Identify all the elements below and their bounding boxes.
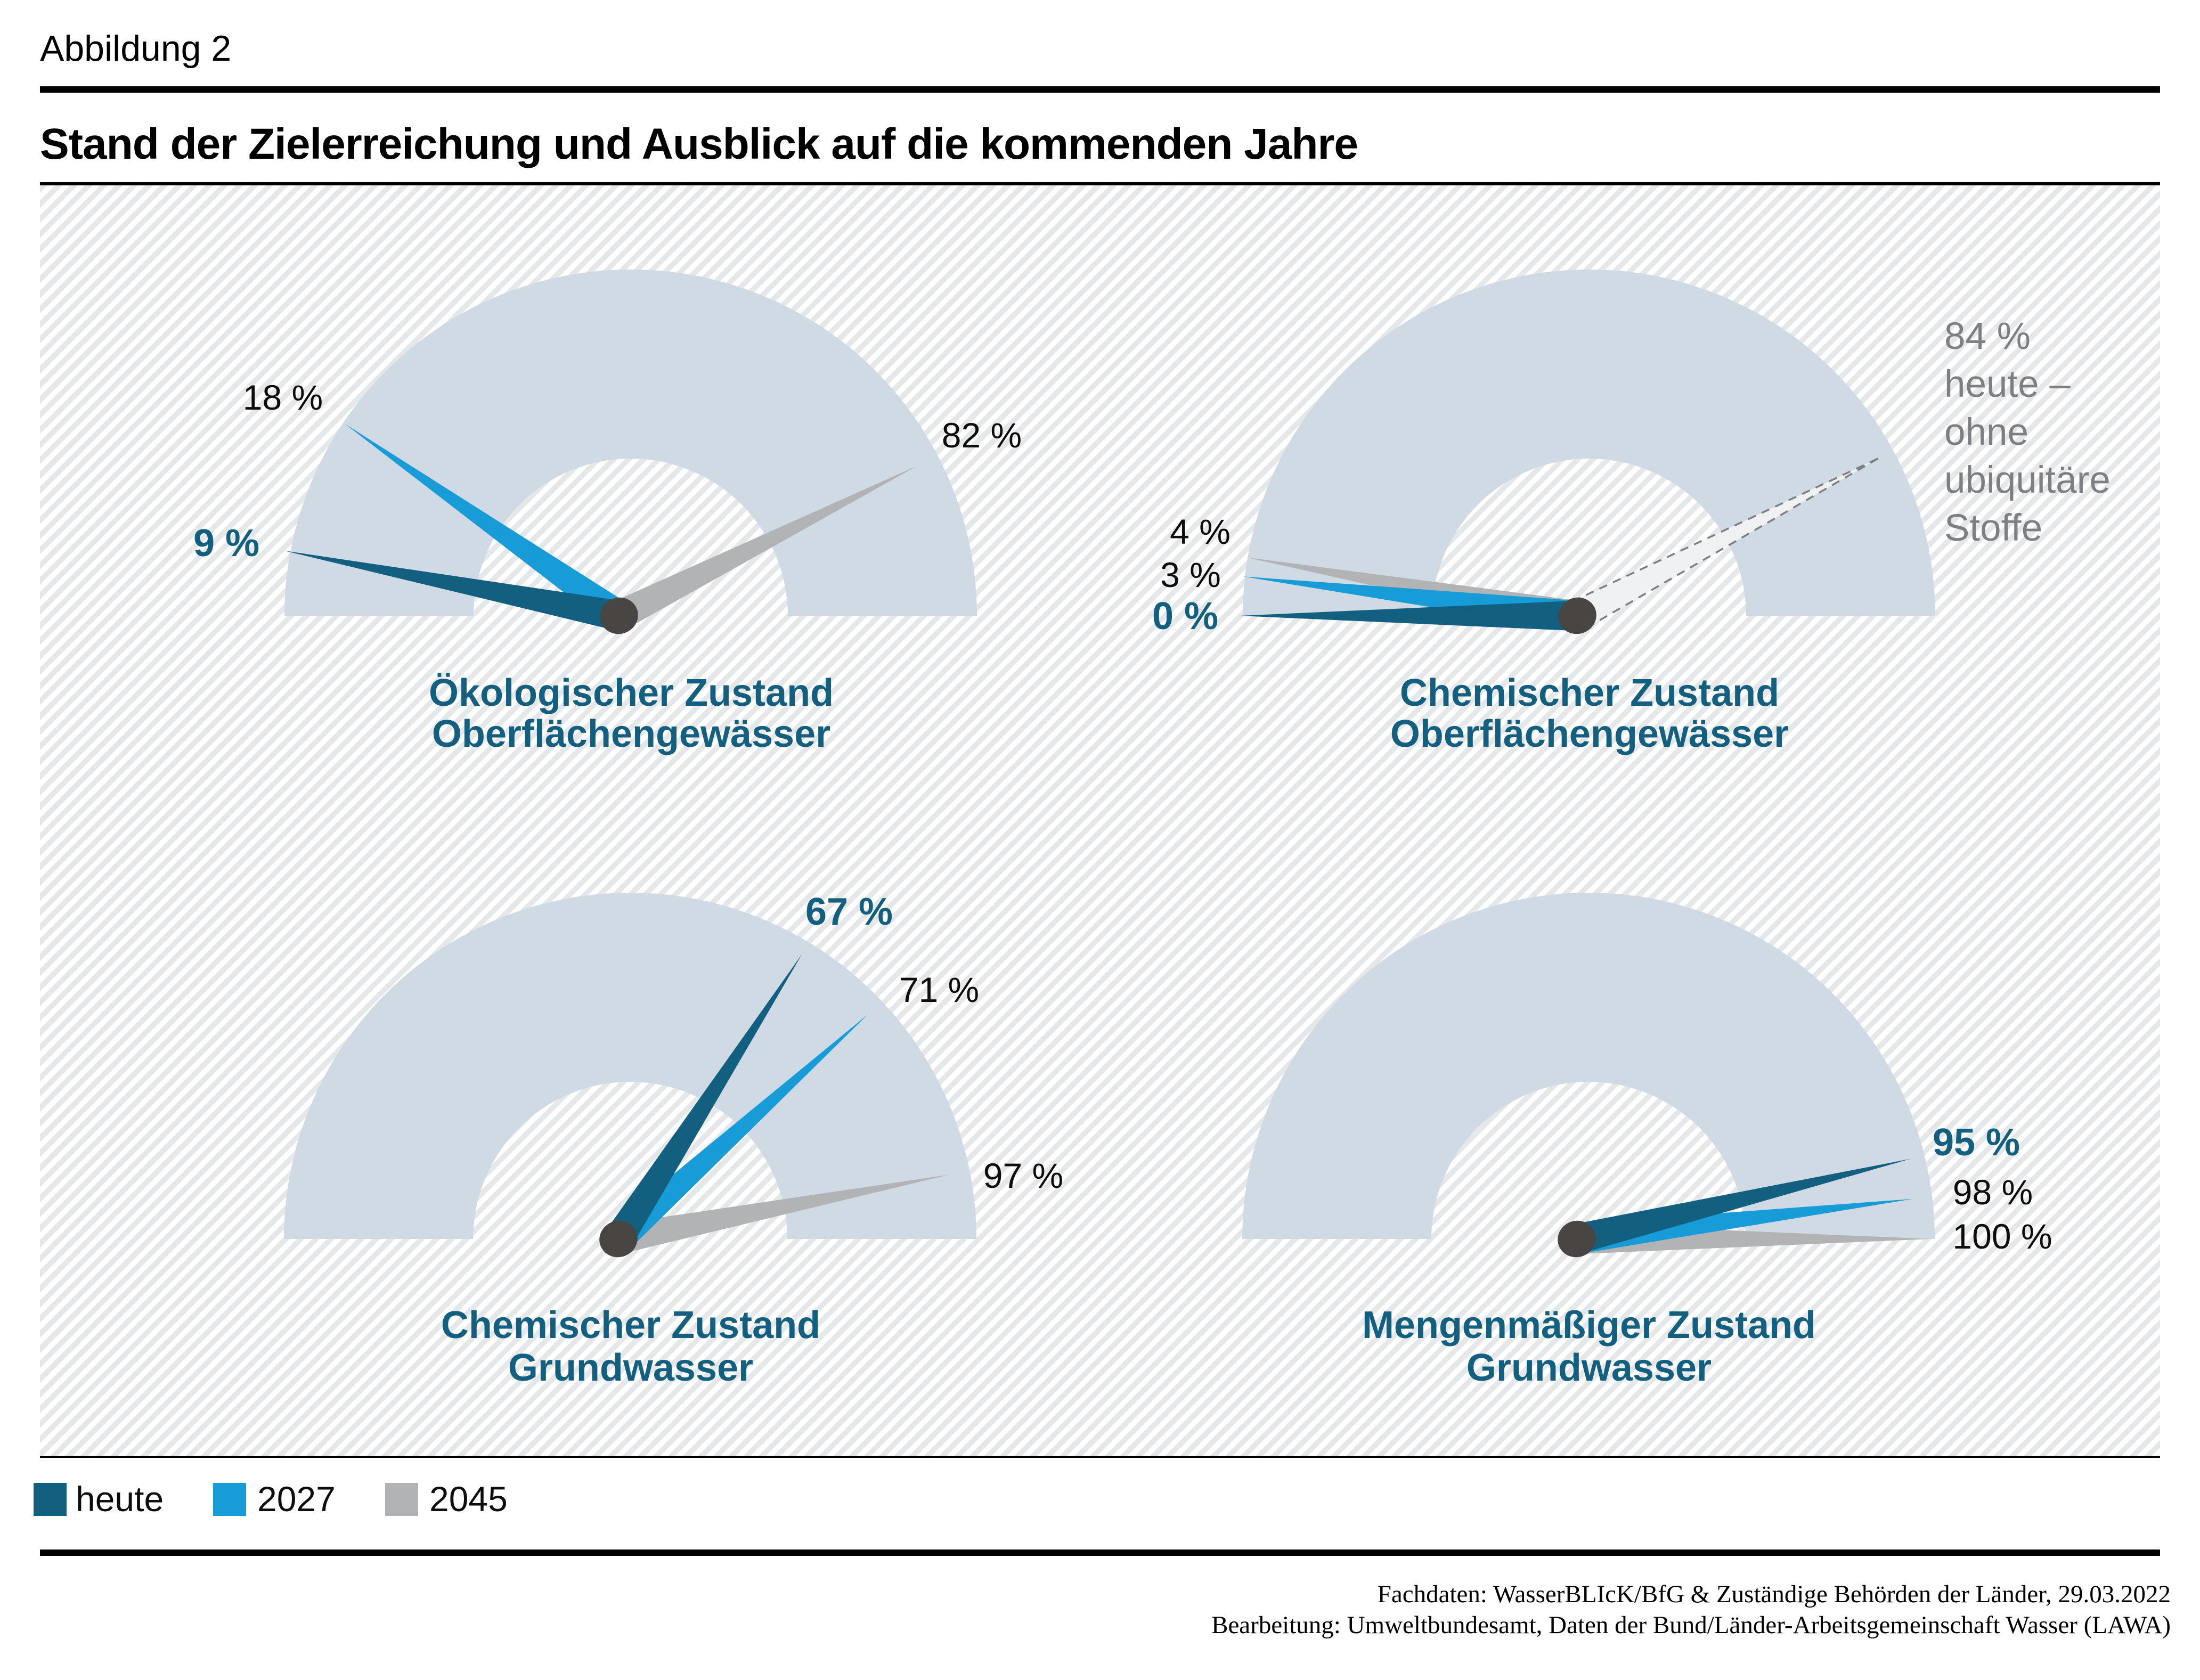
legend-label-2045: 2045 — [429, 1479, 508, 1519]
value-label-2045: 97 % — [983, 1156, 1064, 1195]
gauge-mengenmaessiger-zustand-grundwasser — [40, 185, 2160, 1456]
value-label-2045: 4 % — [1170, 512, 1231, 551]
gauge-caption-line2: Oberflächengewässer — [1390, 713, 1789, 755]
footer-rule — [40, 1549, 2160, 1556]
gauge-caption-line2: Oberflächengewässer — [431, 713, 831, 755]
figure-label: Abbildung 2 — [40, 28, 232, 69]
gauge-caption-line2: Grundwasser — [1466, 1347, 1712, 1389]
gauge-chart — [1215, 882, 1939, 1276]
chart-panel — [40, 182, 2160, 1458]
legend-swatch-2027 — [213, 1483, 246, 1516]
value-label-2045: 82 % — [941, 415, 1022, 455]
annotation-line: heute – — [1944, 363, 2071, 405]
gauge-caption-line1: Mengenmäßiger Zustand — [1362, 1304, 1816, 1347]
gauge-caption-line1: Chemischer Zustand — [1399, 672, 1780, 714]
legend-label-2027: 2027 — [257, 1479, 336, 1519]
value-label-heute: 67 % — [805, 891, 893, 933]
annotation-line: Stoffe — [1944, 507, 2043, 549]
header-rule — [40, 86, 2160, 93]
source-line-1: Fachdaten: WasserBLIcK/BfG & Zuständige Behörden der Länder, 29.03.2022 — [1377, 1580, 2171, 1608]
value-label-heute: 95 % — [1932, 1121, 2020, 1164]
source-line-2: Bearbeitung: Umweltbundesamt, Daten der Bund/Länder-Arbeitsgemeinschaft Wasser (LAWA) — [1211, 1611, 2171, 1639]
legend-swatch-2045 — [385, 1483, 418, 1516]
annotation-line: 84 % — [1944, 315, 2031, 357]
value-label-heute: 0 % — [1152, 595, 1219, 638]
annotation-line: ohne — [1944, 411, 2028, 453]
legend-label-heute: heute — [76, 1479, 164, 1519]
value-label-heute: 9 % — [193, 522, 260, 565]
gauge-caption-line1: Ökologischer Zustand — [428, 672, 834, 714]
value-label-2027: 98 % — [1952, 1172, 2033, 1212]
gauge-caption-line2: Grundwasser — [508, 1347, 754, 1389]
value-label-2027: 71 % — [899, 970, 980, 1009]
value-label-2027: 3 % — [1160, 555, 1221, 594]
source-note — [1065, 1579, 2171, 1641]
value-label-2027: 18 % — [242, 378, 323, 417]
gauge-caption-line1: Chemischer Zustand — [441, 1304, 821, 1347]
page-title: Stand der Zielerreichung und Ausblick auf die kommenden Jahre — [40, 120, 1358, 168]
annotation-line: ubiquitäre — [1944, 459, 2111, 501]
value-label-2045: 100 % — [1952, 1217, 2052, 1256]
gauge-arc — [1242, 893, 1935, 1239]
legend-swatch-heute — [34, 1483, 67, 1516]
